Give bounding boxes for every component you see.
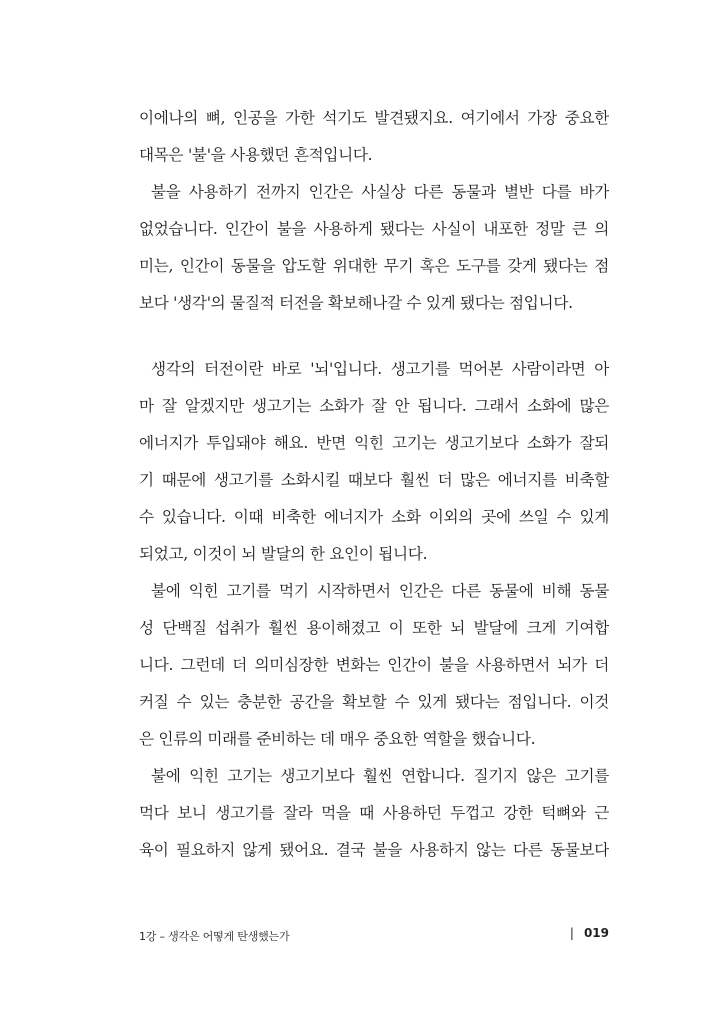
page-number: 019 [583, 926, 609, 940]
running-footer-chapter: 1강 – 생각은 어떻게 탄생했는가 [139, 930, 290, 943]
text-line: 보다 '생각'의 물질적 터전을 확보해나갈 수 있게 됐다는 점입니다. [139, 294, 573, 312]
text-line: 육이 필요하지 않게 됐어요. 결국 불을 사용하지 않는 다른 동물보다 [139, 841, 609, 859]
text-line: 생각의 터전이란 바로 '뇌'입니다. 생고기를 먹어본 사람이라면 아 [151, 360, 609, 378]
text-line: 미는, 인간이 동물을 압도할 위대한 무기 혹은 도구를 갖게 됐다는 점 [139, 257, 609, 275]
text-line: 되었고, 이것이 뇌 발달의 한 요인이 됩니다. [139, 545, 428, 563]
page-number-group [570, 926, 609, 940]
text-line: 은 인류의 미래를 준비하는 데 매우 중요한 역할을 했습니다. [139, 730, 536, 748]
text-line: 커질 수 있는 충분한 공간을 확보할 수 있게 됐다는 점입니다. 이것 [139, 693, 609, 711]
text-line: 불을 사용하기 전까지 인간은 사실상 다른 동물과 별반 다를 바가 [151, 183, 609, 201]
text-line: 불에 익힌 고기는 생고기보다 훨씬 연합니다. 질기지 않은 고기를 [151, 767, 609, 785]
text-line: 니다. 그런데 더 의미심장한 변화는 인간이 불을 사용하면서 뇌가 더 [139, 656, 609, 674]
text-line: 마 잘 알겠지만 생고기는 소화가 잘 안 됩니다. 그래서 소화에 많은 [139, 397, 609, 415]
text-line: 에너지가 투입돼야 해요. 반면 익힌 고기는 생고기보다 소화가 잘되 [139, 434, 609, 452]
footer-separator: | [569, 926, 574, 940]
text-line: 불에 익힌 고기를 먹기 시작하면서 인간은 다른 동물에 비해 동물 [151, 582, 609, 600]
text-line: 이에나의 뼈, 인공을 가한 석기도 발견됐지요. 여기에서 가장 중요한 [139, 109, 609, 127]
text-line: 없었습니다. 인간이 불을 사용하게 됐다는 사실이 내포한 정말 큰 의 [139, 220, 609, 238]
text-line: 대목은 '불'을 사용했던 흔적입니다. [139, 146, 373, 164]
text-line: 먹다 보니 생고기를 잘라 먹을 때 사용하던 두껍고 강한 턱뼈와 근 [139, 804, 609, 822]
text-line: 기 때문에 생고기를 소화시킬 때보다 훨씬 더 많은 에너지를 비축할 [139, 471, 609, 489]
text-line: 수 있습니다. 이때 비축한 에너지가 소화 이외의 곳에 쓰일 수 있게 [139, 508, 609, 526]
text-line: 성 단백질 섭취가 훨씬 용이해졌고 이 또한 뇌 발달에 크게 기여합 [139, 619, 609, 637]
